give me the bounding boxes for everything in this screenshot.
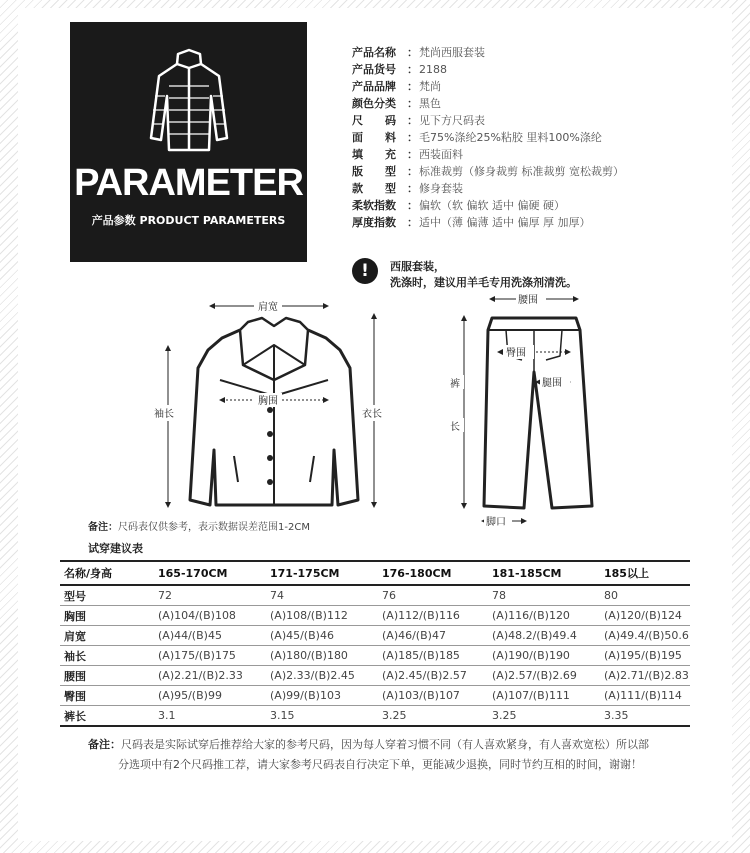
note-bottom-line-1: 尺码表是实际试穿后推荐给大家的参考尺码，因为每人穿着习惯不同（有人喜欢紧身，有人喜欢宽松）所以部 — [121, 738, 649, 751]
table-cell: (A)2.21/(B)2.33 — [154, 666, 266, 686]
pants-diagram — [484, 318, 592, 508]
label-coat-length: 衣长 — [362, 409, 382, 420]
table-cell: (A)175/(B)175 — [154, 646, 266, 666]
label-hem: 脚口 — [486, 517, 506, 528]
spec-value: 毛75%涤纶25%粘胶 里料100%涤纶 — [419, 131, 602, 144]
spec-label: 款 型 — [352, 182, 396, 195]
table-cell: 78 — [488, 585, 600, 606]
spec-value: 2188 — [419, 63, 447, 76]
row-label: 胸围 — [60, 606, 154, 626]
spec-row: 版 型 ：标准裁剪（修身裁剪 标准裁剪 宽松裁剪） — [352, 165, 624, 178]
table-cell: 72 — [154, 585, 266, 606]
spec-row: 柔软指数 ：偏软（软 偏软 适中 偏硬 硬） — [352, 199, 565, 212]
banner-title: PARAMETER — [74, 162, 303, 204]
label-waist: 腰围 — [518, 295, 538, 306]
table-row — [60, 585, 690, 606]
spec-row: 产品名称 ：梵尚西服套装 — [352, 46, 485, 59]
table-cell: (A)190/(B)190 — [488, 646, 600, 666]
table-cell: (A)2.45/(B)2.57 — [378, 666, 488, 686]
spec-label: 产品品牌 — [352, 80, 396, 93]
spec-value: 梵尚 — [419, 80, 441, 93]
note-top-label: 备注： — [88, 522, 118, 533]
table-cell: (A)180/(B)180 — [266, 646, 378, 666]
table-cell: (A)111/(B)114 — [600, 686, 690, 706]
spec-value: 见下方尺码表 — [419, 114, 485, 127]
wash-line-1: 西服套装， — [390, 260, 445, 273]
table-header-cell: 名称/身高 — [60, 561, 154, 585]
table-cell: 76 — [378, 585, 488, 606]
spec-label: 版 型 — [352, 165, 396, 178]
table-header-cell: 171-175CM — [266, 561, 378, 585]
note-top — [88, 518, 310, 533]
table-cell: 3.35 — [600, 706, 690, 727]
spec-value: 适中（薄 偏薄 适中 偏厚 厚 加厚） — [419, 216, 591, 229]
spec-label: 柔软指数 — [352, 199, 396, 212]
row-label: 型号 — [60, 585, 154, 606]
spec-value: 梵尚西服套装 — [419, 46, 485, 59]
table-cell: (A)99/(B)103 — [266, 686, 378, 706]
size-table — [60, 560, 690, 727]
spec-row: 颜色分类 ：黑色 — [352, 97, 441, 110]
spec-row: 款 型 ：修身套装 — [352, 182, 463, 195]
row-label: 裤长 — [60, 706, 154, 727]
table-cell: (A)104/(B)108 — [154, 606, 266, 626]
spec-label: 颜色分类 — [352, 97, 396, 110]
row-label: 臀围 — [60, 686, 154, 706]
row-label: 肩宽 — [60, 626, 154, 646]
table-header-cell: 176-180CM — [378, 561, 488, 585]
spec-label: 面 料 — [352, 131, 396, 144]
table-cell: (A)45/(B)46 — [266, 626, 378, 646]
spec-label: 尺 码 — [352, 114, 396, 127]
table-cell: (A)2.57/(B)2.69 — [488, 666, 600, 686]
table-cell: 3.25 — [488, 706, 600, 727]
banner-subtitle: 产品参数 PRODUCT PARAMETERS — [91, 214, 286, 227]
table-header-cell: 181-185CM — [488, 561, 600, 585]
label-shoulder: 肩宽 — [258, 302, 278, 313]
row-label: 腰围 — [60, 666, 154, 686]
wash-line-2: 洗涤时，建议用羊毛专用洗涤剂清洗。 — [390, 276, 577, 289]
table-cell: (A)95/(B)99 — [154, 686, 266, 706]
table-cell: (A)116/(B)120 — [488, 606, 600, 626]
spec-row: 面 料 ：毛75%涤纶25%粘胶 里料100%涤纶 — [352, 131, 602, 144]
spec-label: 产品名称 — [352, 46, 396, 59]
table-cell: (A)44/(B)45 — [154, 626, 266, 646]
table-cell: (A)48.2/(B)49.4 — [488, 626, 600, 646]
table-cell: 74 — [266, 585, 378, 606]
spec-row: 填 充 ：西装面料 — [352, 148, 463, 161]
table-cell: 80 — [600, 585, 690, 606]
table-cell: 3.25 — [378, 706, 488, 727]
spec-value: 偏软（软 偏软 适中 偏硬 硬） — [419, 199, 565, 212]
table-cell: (A)103/(B)107 — [378, 686, 488, 706]
table-row — [60, 706, 690, 727]
note-top-text: 尺码表仅供参考，表示数据误差范围1-2CM — [118, 522, 310, 533]
label-chest: 胸围 — [258, 396, 278, 407]
table-cell: (A)46/(B)47 — [378, 626, 488, 646]
note-bottom — [88, 735, 678, 775]
table-cell: (A)185/(B)185 — [378, 646, 488, 666]
exclamation-icon: ! — [352, 258, 378, 284]
label-sleeve: 袖长 — [154, 409, 174, 420]
spec-row: 产品货号 ：2188 — [352, 63, 447, 76]
table-title: 试穿建议表 — [88, 542, 143, 555]
table-cell: (A)108/(B)112 — [266, 606, 378, 626]
label-pants-length-1: 裤 — [450, 379, 460, 390]
label-hip: 臀围 — [506, 348, 526, 359]
table-cell: (A)2.71/(B)2.83 — [600, 666, 690, 686]
spec-row: 尺 码 ：见下方尺码表 — [352, 114, 485, 127]
spec-value: 黑色 — [419, 97, 441, 110]
table-header-cell: 165-170CM — [154, 561, 266, 585]
jacket-buttons — [267, 407, 273, 485]
table-row — [60, 626, 690, 646]
spec-value: 修身套装 — [419, 182, 463, 195]
table-header-cell: 185以上 — [600, 561, 690, 585]
spec-row: 厚度指数 ：适中（薄 偏薄 适中 偏厚 厚 加厚） — [352, 216, 591, 229]
table-row — [60, 666, 690, 686]
table-header-row — [60, 561, 690, 585]
table-row — [60, 686, 690, 706]
table-row — [60, 646, 690, 666]
table-cell: (A)49.4/(B)50.6 — [600, 626, 690, 646]
spec-value: 西装面料 — [419, 148, 463, 161]
note-bottom-label: 备注： — [88, 738, 121, 751]
spec-label: 产品货号 — [352, 63, 396, 76]
spec-label: 厚度指数 — [352, 216, 396, 229]
label-thigh: 腿围 — [542, 378, 562, 389]
spec-value: 标准裁剪（修身裁剪 标准裁剪 宽松裁剪） — [419, 165, 624, 178]
spec-label: 填 充 — [352, 148, 396, 161]
row-label: 袖长 — [60, 646, 154, 666]
table-cell: (A)195/(B)195 — [600, 646, 690, 666]
table-cell: (A)107/(B)111 — [488, 686, 600, 706]
table-row — [60, 606, 690, 626]
note-bottom-line-2: 分选项中有2个尺码推工荐，请大家参考尺码表自行决定下单，更能减少退换，同时节约互相的时间，谢谢！ — [118, 758, 642, 771]
spec-row: 产品品牌 ：梵尚 — [352, 80, 441, 93]
table-cell: (A)112/(B)116 — [378, 606, 488, 626]
table-cell: (A)120/(B)124 — [600, 606, 690, 626]
table-cell: (A)2.33/(B)2.45 — [266, 666, 378, 686]
table-cell: 3.1 — [154, 706, 266, 727]
label-pants-length-2: 长 — [450, 422, 460, 433]
table-cell: 3.15 — [266, 706, 378, 727]
jacket-diagram — [190, 318, 358, 505]
